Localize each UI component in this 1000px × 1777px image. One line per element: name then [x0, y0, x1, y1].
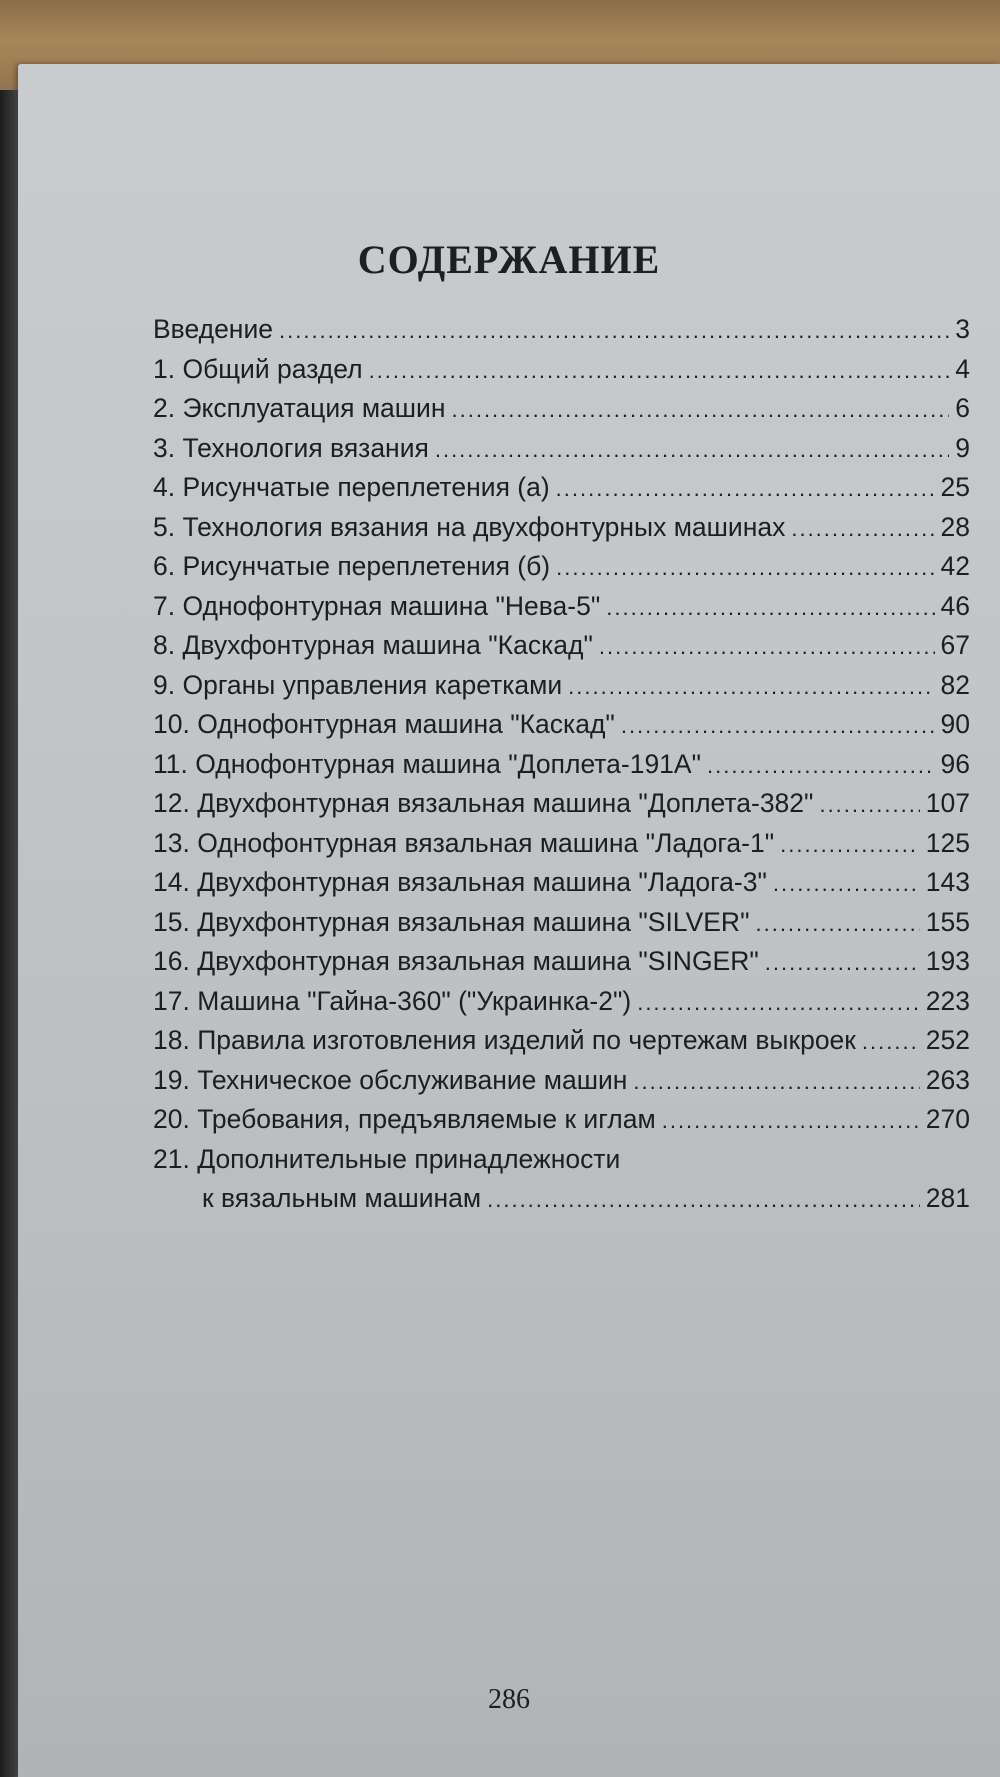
dot-leader: [599, 627, 935, 667]
toc-entry: [153, 824, 970, 864]
dot-leader: [637, 983, 920, 1023]
toc-entry: [153, 429, 970, 469]
dot-leader: [862, 1022, 920, 1062]
toc-entry-page: 193: [925, 946, 970, 976]
dot-leader: [369, 351, 950, 391]
toc-entry: [153, 1061, 970, 1101]
dot-leader: [755, 904, 919, 944]
toc-entry-page: 143: [925, 867, 970, 897]
toc-entry: [153, 982, 970, 1022]
toc-entry-page: 25: [940, 472, 970, 502]
toc-entry-page: 223: [925, 985, 970, 1016]
dot-leader: [452, 390, 950, 430]
toc-entry-page: 82: [940, 669, 970, 700]
page-number: 286: [488, 1684, 530, 1715]
dot-leader: [773, 864, 920, 904]
toc-entry-title: 3. Технология вязания: [153, 432, 429, 463]
toc-entry-title: 18. Правила изготовления изделий по чертежам выкроек: [153, 1025, 856, 1055]
dot-leader: [556, 548, 934, 588]
toc-entry-page: 90: [940, 709, 970, 739]
toc-entry-title: 10. Однофонтурная машина "Каскад": [153, 709, 615, 739]
toc-entry: [153, 705, 970, 745]
toc-entry-title: 2. Эксплуатация машин: [153, 393, 446, 423]
toc-entry: [153, 1021, 970, 1061]
toc-entry: [153, 508, 970, 548]
dot-leader: [765, 943, 920, 983]
toc-entry-second-line: [153, 1179, 970, 1219]
toc-entry: [153, 587, 970, 627]
toc-entry-title: 8. Двухфонтурная машина "Каскад": [153, 630, 593, 660]
toc-entry-title: 20. Требования, предъявляемые к иглам: [153, 1104, 656, 1134]
book-page: [18, 64, 1000, 1777]
toc-entry: [153, 903, 970, 943]
dot-leader: [707, 746, 935, 786]
toc-entry: [153, 784, 970, 824]
page-title: СОДЕРЖАНИЕ: [357, 237, 661, 282]
toc-entry: [153, 942, 970, 982]
toc-entry-multiline: [153, 1140, 970, 1219]
toc-entry: [153, 745, 970, 785]
toc-entry-title: 9. Органы управления каретками: [153, 669, 563, 700]
toc-entry: [153, 350, 970, 390]
dot-leader: [780, 825, 920, 865]
toc-entry-page: 28: [940, 511, 970, 542]
toc-entry-title-line2: к вязальным машинам: [202, 1183, 482, 1213]
toc-entry-title: 15. Двухфонтурная вязальная машина "SILVER": [153, 906, 750, 937]
dot-leader: [487, 1180, 920, 1220]
dot-leader: [568, 667, 934, 707]
toc-entry-page: 67: [940, 630, 970, 660]
toc-entry: [153, 666, 970, 706]
toc-entry-page: 252: [925, 1025, 970, 1055]
table-of-contents: [153, 310, 970, 1219]
toc-entry-title: 5. Технология вязания на двухфонтурных машинах: [153, 511, 786, 542]
toc-entry-page: 270: [925, 1104, 970, 1134]
toc-entry-page: 125: [925, 827, 970, 858]
dot-leader: [791, 509, 934, 549]
toc-entry-title: 11. Однофонтурная машина "Доплета-191А": [153, 748, 701, 779]
dot-leader: [662, 1101, 920, 1141]
toc-entry: [153, 389, 970, 429]
toc-entry-title: 16. Двухфонтурная вязальная машина "SINGER": [153, 946, 759, 976]
toc-entry-page: 155: [925, 906, 970, 937]
toc-entry-page: 107: [925, 788, 970, 818]
dot-leader: [279, 311, 949, 351]
toc-entry-title: 14. Двухфонтурная вязальная машина "Ладога-3": [153, 867, 767, 897]
dot-leader: [633, 1062, 919, 1102]
toc-entry: [153, 468, 970, 508]
toc-entry-page: 4: [955, 353, 970, 384]
toc-entry-title: 7. Однофонтурная машина "Нева-5": [153, 590, 601, 621]
dot-leader: [435, 430, 949, 470]
toc-entry-page: 9: [955, 432, 970, 463]
toc-entry-page: 6: [955, 393, 970, 423]
dot-leader: [556, 469, 935, 509]
toc-entry-title: 13. Однофонтурная вязальная машина "Ладога-1": [153, 827, 775, 858]
toc-entry-title: 17. Машина "Гайна-360" ("Украинка-2"): [153, 985, 632, 1016]
toc-entry-title: 19. Техническое обслуживание машин: [153, 1064, 628, 1095]
toc-entry-page: 281: [925, 1183, 970, 1213]
toc-entry-page: 46: [940, 590, 970, 621]
toc-entry-page: 3: [955, 314, 970, 344]
toc-entry: [153, 547, 970, 587]
toc-entry-title: 12. Двухфонтурная вязальная машина "Доплета-382": [153, 788, 814, 818]
toc-entry: [153, 310, 970, 350]
toc-entry-title: Введение: [153, 314, 273, 344]
dot-leader: [606, 588, 934, 628]
toc-entry-title: 6. Рисунчатые переплетения (б): [153, 551, 551, 581]
toc-entry-title: 1. Общий раздел: [153, 353, 363, 384]
dot-leader: [819, 785, 919, 825]
toc-entry: [153, 626, 970, 666]
toc-entry: [153, 863, 970, 903]
dot-leader: [621, 706, 935, 746]
toc-entry-title-line1: 21. Дополнительные принадлежности: [153, 1143, 621, 1174]
toc-entry-page: 42: [940, 551, 970, 581]
toc-entry-page: 96: [940, 748, 970, 779]
toc-entry: [153, 1100, 970, 1140]
toc-entry-page: 263: [925, 1064, 970, 1095]
toc-entry-title: 4. Рисунчатые переплетения (а): [153, 472, 550, 502]
